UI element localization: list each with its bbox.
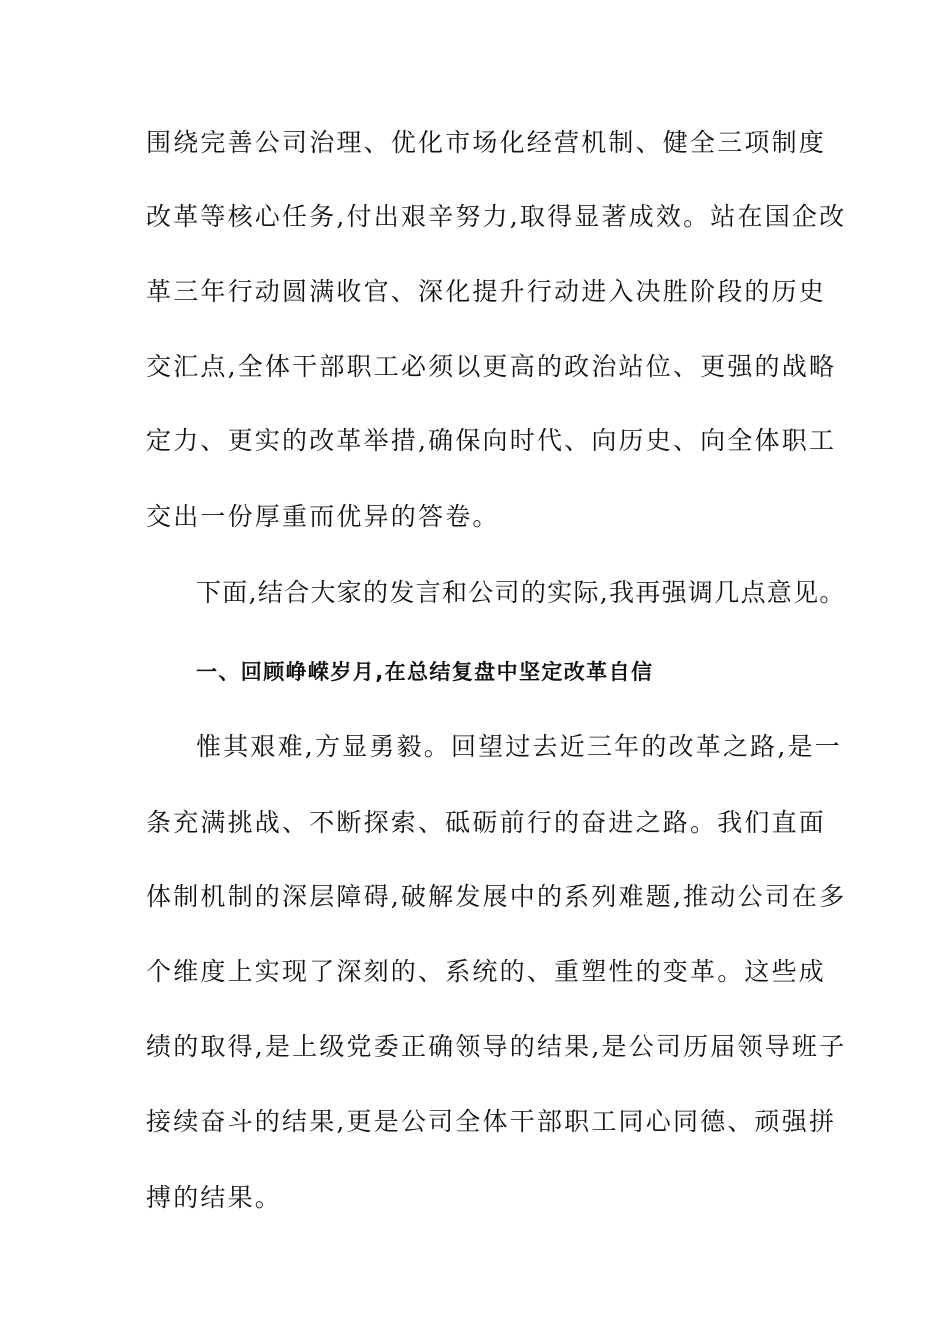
paragraph-line: 体制机制的深层障碍,破解发展中的系列难题,推动公司在多 xyxy=(146,882,847,911)
paragraph-line: 交出一份厚重而优异的答卷。 xyxy=(146,502,500,531)
paragraph-line: 条充满挑战、不断探索、砥砺前行的奋进之路。我们直面 xyxy=(146,808,827,837)
paragraph-line: 下面,结合大家的发言和公司的实际,我再强调几点意见。 xyxy=(196,578,846,607)
paragraph-line: 个维度上实现了深刻的、系统的、重塑性的变革。这些成 xyxy=(146,957,827,986)
paragraph-line: 绩的取得,是上级党委正确领导的结果,是公司历届领导班子 xyxy=(146,1032,847,1061)
section-heading: 一、回顾峥嵘岁月,在总结复盘中坚定改革自信 xyxy=(196,660,654,684)
paragraph-line: 接续奋斗的结果,更是公司全体干部职工同心同德、顽强拼 xyxy=(146,1107,837,1136)
paragraph-line: 搏的结果。 xyxy=(146,1183,283,1212)
paragraph-line: 惟其艰难,方显勇毅。回望过去近三年的改革之路,是一 xyxy=(196,732,842,761)
paragraph-line: 围绕完善公司治理、优化市场化经营机制、健全三项制度 xyxy=(146,128,827,157)
paragraph-line: 革三年行动圆满收官、深化提升行动进入决胜阶段的历史 xyxy=(146,277,827,306)
paragraph-line: 交汇点,全体干部职工必须以更高的政治站位、更强的战略 xyxy=(146,352,837,381)
paragraph-line: 定力、更实的改革举措,确保向时代、向历史、向全体职工 xyxy=(146,426,837,455)
paragraph-line: 改革等核心任务,付出艰辛努力,取得显著成效。站在国企改 xyxy=(146,202,847,231)
